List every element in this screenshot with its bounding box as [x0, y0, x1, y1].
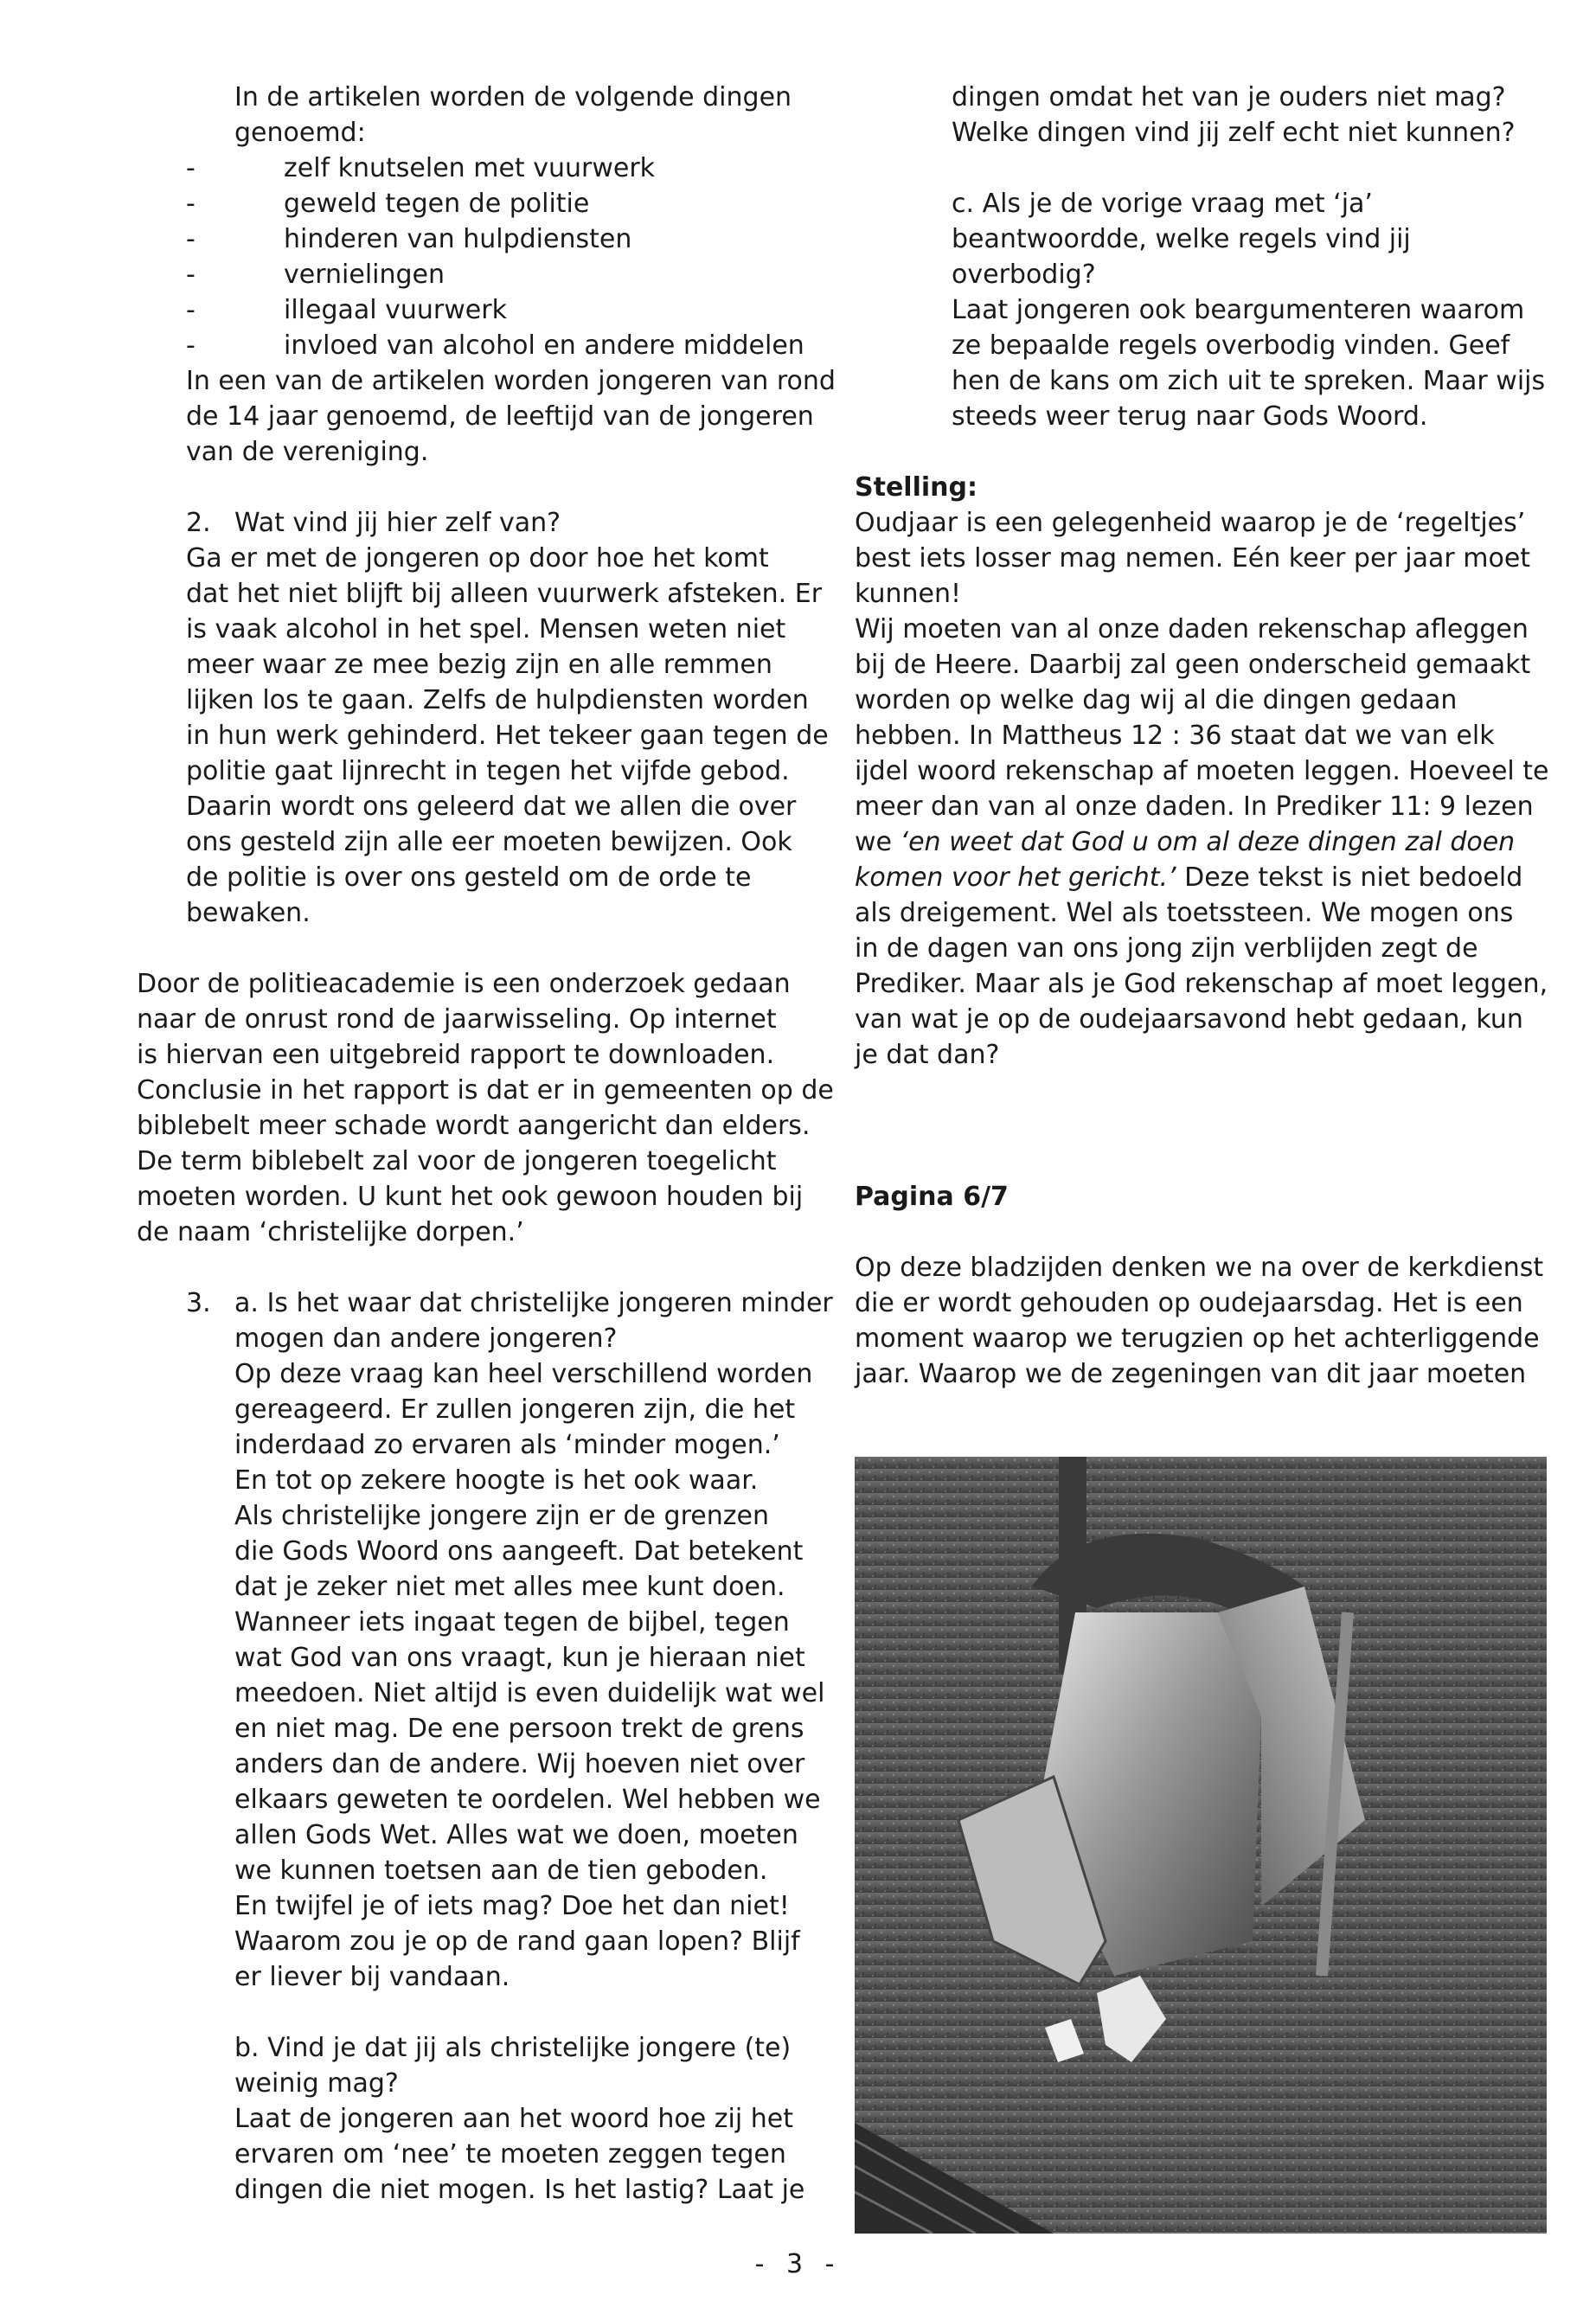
list-item-text: hinderen van hulpdiensten	[284, 224, 632, 254]
question-2	[137, 505, 829, 541]
answer-line: we kunnen toetsen aan de tien geboden.	[234, 1856, 768, 1886]
paragraph-line: De term biblebelt zal voor de jongeren toegelicht	[137, 1146, 777, 1176]
bible-quote: ‘en weet dat God u om al deze dingen zal doen	[900, 827, 1516, 857]
answer-line: En tot op zekere hoogte is het ook waar.	[234, 1465, 759, 1496]
question-3b-line: ervaren om ‘nee’ te moeten zeggen tegen	[234, 2139, 786, 2170]
paragraph-line: Door de politieacademie is een onderzoek gedaan	[137, 969, 791, 999]
question-3c-line: ze bepaalde regels overbodig vinden. Geef	[952, 330, 1510, 361]
paragraph-line: naar de onrust rond de jaarwisseling. Op internet	[137, 1004, 777, 1035]
paragraph-line: worden op welke dag wij al die dingen gedaan	[855, 685, 1458, 715]
stelling-statement-line: kunnen!	[855, 579, 961, 609]
quote-tail: Deze tekst is niet bedoeld	[1176, 862, 1523, 893]
paragraph-line: ijdel woord rekenschap af moeten leggen. Hoeveel te	[855, 756, 1549, 786]
list-item	[137, 328, 829, 363]
answer-line: En twijfel je of iets mag? Doe het dan niet!	[234, 1891, 790, 1921]
answer-line: bewaken.	[186, 898, 311, 928]
pagina-heading: Pagina 6/7	[855, 1182, 1009, 1212]
photo-destroyed-trash-bin	[855, 1457, 1547, 2234]
answer-line: Als christelijke jongere zijn er de grenzen	[234, 1501, 769, 1531]
question-3c-line: c. Als je de vorige vraag met ‘ja’	[952, 189, 1373, 219]
question-3c-line: steeds weer terug naar Gods Woord.	[952, 401, 1428, 432]
list-dash: -	[186, 224, 195, 254]
list-dash: -	[186, 330, 195, 361]
answer-line: dat het niet blijft bij alleen vuurwerk afsteken. Er	[186, 579, 823, 609]
answer-line: lijken los te gaan. Zelfs de hulpdiensten worden	[186, 685, 809, 715]
list-dash: -	[186, 260, 195, 290]
answer-line: is vaak alcohol in het spel. Mensen weten niet	[186, 614, 786, 644]
paragraph-line: die er wordt gehouden op oudejaarsdag. Het is een	[855, 1288, 1523, 1318]
intro-line: genoemd:	[234, 118, 366, 148]
question-3c-line: Laat jongeren ook beargumenteren waarom	[952, 295, 1525, 325]
answer-line: Daarin wordt ons geleerd dat we allen die over	[186, 792, 797, 822]
list-item	[137, 221, 829, 257]
paragraph-line: hebben. In Mattheus 12 : 36 staat dat we van elk	[855, 721, 1495, 751]
answer-line: meedoen. Niet altijd is even duidelijk wat wel	[234, 1678, 825, 1708]
question-3c-line: overbodig?	[952, 260, 1096, 290]
answer-line: Op deze vraag kan heel verschillend worden	[234, 1359, 813, 1389]
stelling-heading: Stelling:	[855, 472, 977, 503]
quote-lead: we	[855, 827, 901, 857]
question-3	[137, 1285, 833, 1321]
answer-line: anders dan de andere. Wij hoeven niet over	[234, 1749, 805, 1779]
list-item-text: invloed van alcohol en andere middelen	[284, 330, 804, 361]
answer-line: wat God van ons vraagt, kun je hieraan niet	[234, 1643, 805, 1673]
paragraph-line: moment waarop we terugzien op het achterliggende	[855, 1324, 1540, 1354]
paragraph-line: je dat dan?	[855, 1040, 1000, 1070]
list-item	[137, 292, 829, 328]
question-3b-line: Laat de jongeren aan het woord hoe zij het	[234, 2104, 793, 2134]
paragraph-line: In een van de artikelen worden jongeren van rond	[186, 366, 836, 396]
paragraph-line: is hiervan een uitgebreid rapport te downloaden.	[137, 1040, 775, 1070]
list-dash: -	[186, 189, 195, 219]
bible-quote: komen voor het gericht.’	[855, 862, 1176, 893]
list-item-text: zelf knutselen met vuurwerk	[284, 153, 656, 183]
question-3c-line: beantwoordde, welke regels vind jij	[952, 224, 1411, 254]
paragraph-line: moeten worden. U kunt het ook gewoon houden bij	[137, 1182, 804, 1212]
paragraph-line: meer dan van al onze daden. In Prediker 11: 9 lezen	[855, 792, 1534, 822]
answer-line: en niet mag. De ene persoon trekt de grens	[234, 1714, 804, 1744]
stelling-statement-line: best iets losser mag nemen. Eén keer per jaar moet	[855, 543, 1531, 574]
question-text: Wat vind jij hier zelf van?	[234, 508, 561, 538]
paragraph-line: de 14 jaar genoemd, de leeftijd van de jongeren	[186, 401, 814, 432]
answer-line: gereageerd. Er zullen jongeren zijn, die het	[234, 1394, 796, 1425]
question-3b-line: dingen omdat het van je ouders niet mag?	[952, 82, 1506, 112]
left-column	[137, 80, 836, 2208]
paragraph-line: van wat je op de oudejaarsavond hebt gedaan, kun	[855, 1004, 1523, 1035]
answer-line: meer waar ze mee bezig zijn en alle remmen	[186, 650, 772, 680]
question-3b-line: dingen die niet mogen. Is het lastig? Laat je	[234, 2175, 805, 2205]
question-number: 2.	[186, 508, 211, 538]
list-item-text: illegaal vuurwerk	[284, 295, 507, 325]
answer-line: dat je zeker niet met alles mee kunt doen.	[234, 1572, 785, 1602]
list-item	[137, 151, 829, 186]
page-number: - 3 -	[754, 2249, 842, 2279]
answer-line: Waarom zou je op de rand gaan lopen? Blijf	[234, 1926, 800, 1957]
list-item-text: vernielingen	[284, 260, 445, 290]
paragraph-line: Prediker. Maar als je God rekenschap af moet leggen,	[855, 969, 1548, 999]
paragraph-line: in de dagen van ons jong zijn verblijden zegt de	[855, 933, 1478, 964]
question-text: a. Is het waar dat christelijke jongeren minder	[234, 1288, 833, 1318]
quote-line	[855, 860, 1547, 895]
question-3b-line: weinig mag?	[234, 2068, 399, 2099]
paragraph-line: Op deze bladzijden denken we na over de kerkdienst	[855, 1253, 1544, 1283]
answer-line: politie gaat lijnrecht in tegen het vijfde gebod.	[186, 756, 790, 786]
answer-line: mogen dan andere jongeren?	[234, 1324, 618, 1354]
answer-line: ons gesteld zijn alle eer moeten bewijzen. Ook	[186, 827, 792, 857]
question-3b-line: Welke dingen vind jij zelf echt niet kunnen?	[952, 118, 1516, 148]
list-item	[137, 257, 829, 292]
answer-line: in hun werk gehinderd. Het tekeer gaan tegen de	[186, 721, 829, 751]
intro-line: In de artikelen worden de volgende dingen	[234, 82, 792, 112]
paragraph-line: de naam ‘christelijke dorpen.’	[137, 1217, 524, 1247]
answer-line: elkaars geweten te oordelen. Wel hebben we	[234, 1785, 821, 1815]
question-number: 3.	[186, 1288, 211, 1318]
paragraph-line: bij de Heere. Daarbij zal geen onderscheid gemaakt	[855, 650, 1531, 680]
quote-line	[855, 824, 1547, 860]
answer-line: inderdaad zo ervaren als ‘minder mogen.’	[234, 1430, 780, 1460]
paragraph-line: van de vereniging.	[186, 437, 429, 467]
paragraph-line: Wij moeten van al onze daden rekenschap afleggen	[855, 614, 1529, 644]
list-item	[137, 186, 829, 221]
paragraph-line: jaar. Waarop we de zegeningen van dit jaar moeten	[855, 1359, 1527, 1389]
paragraph-line: als dreigement. Wel als toetssteen. We mogen ons	[855, 898, 1514, 928]
answer-line: de politie is over ons gesteld om de orde te	[186, 862, 752, 893]
answer-line: Wanneer iets ingaat tegen de bijbel, tegen	[234, 1607, 790, 1638]
answer-line: Ga er met de jongeren op door hoe het komt	[186, 543, 769, 574]
paragraph-line: biblebelt meer schade wordt aangericht dan elders.	[137, 1111, 811, 1141]
answer-line: allen Gods Wet. Alles wat we doen, moeten	[234, 1820, 798, 1850]
answer-line: er liever bij vandaan.	[234, 1962, 510, 1992]
list-dash: -	[186, 153, 195, 183]
list-dash: -	[186, 295, 195, 325]
answer-line: die Gods Woord ons aangeeft. Dat betekent	[234, 1536, 804, 1567]
stelling-statement-line: Oudjaar is een gelegenheid waarop je de ‘regeltjes’	[855, 508, 1526, 538]
right-column	[855, 80, 1547, 1392]
paragraph-line: Conclusie in het rapport is dat er in gemeenten op de	[137, 1075, 834, 1106]
list-item-text: geweld tegen de politie	[284, 189, 590, 219]
question-3b-line: b. Vind je dat jij als christelijke jongere (te)	[234, 2033, 792, 2063]
question-3c-line: hen de kans om zich uit te spreken. Maar wijs	[952, 366, 1546, 396]
